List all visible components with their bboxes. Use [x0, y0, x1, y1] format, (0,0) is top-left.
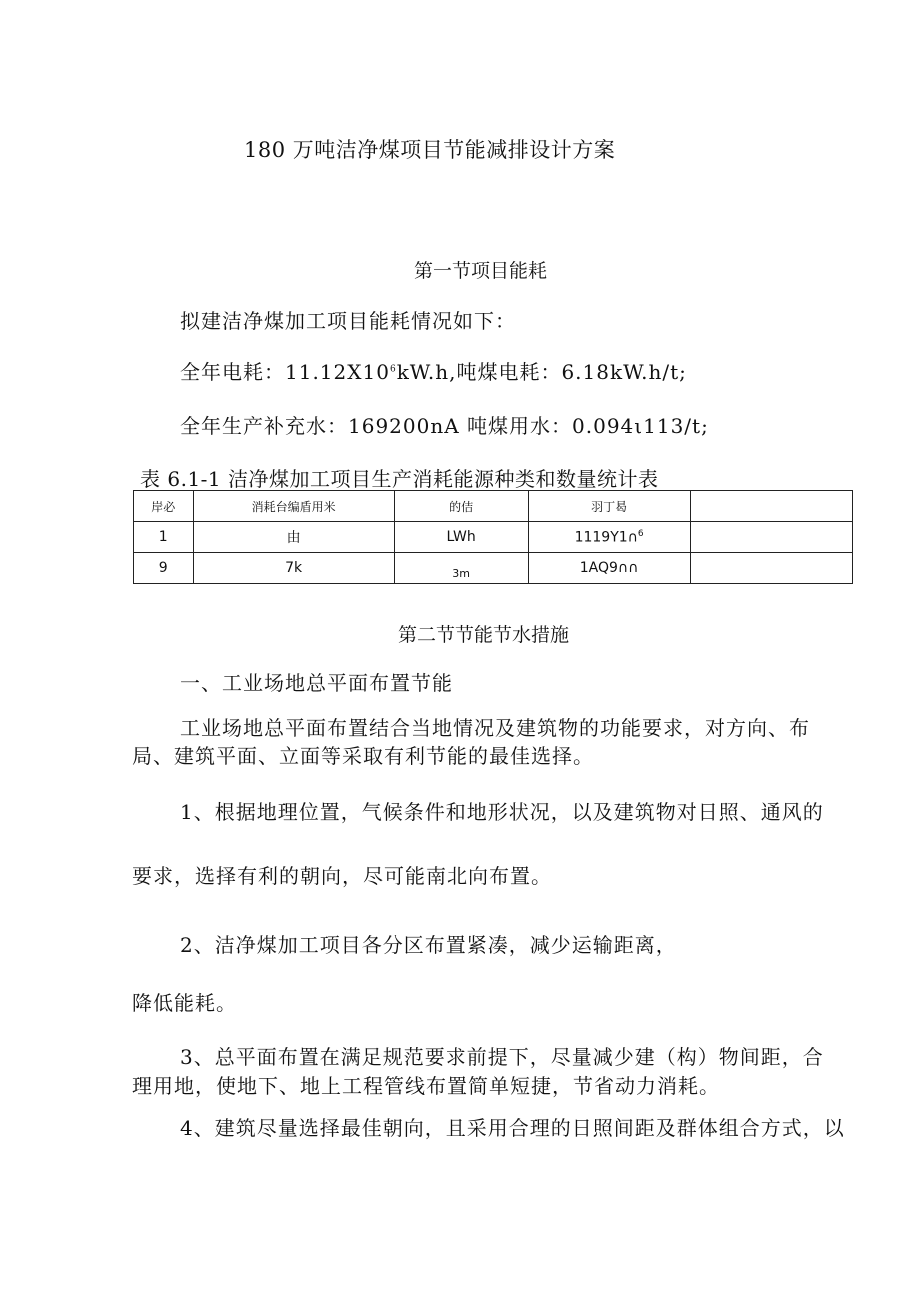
electricity-exponent: 6 — [389, 364, 397, 375]
item2-line: 2、洁净煤加工项目各分区布置紧凑，减少运输距离， — [180, 933, 677, 957]
intro-paragraph: 拟建洁净煤加工项目能耗情况如下： — [180, 309, 516, 333]
cell-name: 由 — [193, 522, 394, 553]
quantity-value: 1119Y1∩ — [574, 529, 638, 546]
table-header-row — [134, 491, 853, 522]
cell-extra — [690, 553, 852, 584]
cell-quantity — [528, 522, 690, 553]
energy-statistics-table — [133, 490, 853, 584]
item3-line: 3、总平面布置在满足规范要求前提下，尽量减少建（构）物间距，合 — [180, 1045, 824, 1069]
cell-no: 9 — [134, 553, 194, 584]
header-cell-extra — [690, 491, 852, 522]
cell-unit — [394, 553, 528, 584]
cell-quantity — [528, 553, 690, 584]
quantity-value: 1AQ9∩∩ — [579, 560, 639, 576]
electricity-prefix: 全年电耗：11.12X10 — [180, 360, 390, 384]
paragraph-line: 局、建筑平面、立面等采取有利节能的最佳选择。 — [132, 744, 594, 768]
item3-line: 理用地，使地下、地上工程管线布置简单短捷，节省动力消耗。 — [132, 1074, 720, 1098]
quantity-exponent: 6 — [637, 528, 644, 539]
electricity-suffix: kW.h,吨煤电耗：6.18kW.h/t; — [396, 360, 687, 384]
subsection1-heading: 一、工业场地总平面布置节能 — [180, 671, 453, 695]
unit-value: 3m — [452, 567, 470, 580]
table-row — [134, 522, 853, 553]
item2-line: 降低能耗。 — [132, 991, 237, 1015]
header-cell-quantity: 羽丁曷 — [528, 491, 690, 522]
item1-line: 要求，选择有利的朝向，尽可能南北向布置。 — [132, 864, 552, 888]
cell-no: 1 — [134, 522, 194, 553]
header-cell-no: 岸必 — [134, 491, 194, 522]
cell-extra — [690, 522, 852, 553]
water-consumption-line: 全年生产补充水：169200nA 吨煤用水：0.094ι113/t; — [180, 414, 709, 438]
paragraph-line: 工业场地总平面布置结合当地情况及建筑物的功能要求，对方向、布 — [180, 716, 810, 740]
table-caption: 表 6.1-1 洁净煤加工项目生产消耗能源种类和数量统计表 — [140, 467, 659, 491]
section1-heading: 第一节项目能耗 — [414, 260, 548, 282]
electricity-consumption-line — [180, 356, 687, 385]
item4-line: 4、建筑尽量选择最佳朝向，且采用合理的日照间距及群体组合方式，以 — [180, 1116, 845, 1140]
header-cell-unit: 的佶 — [394, 491, 528, 522]
document-title: 180 万吨洁净煤项目节能减排设计方案 — [244, 138, 616, 162]
section2-heading: 第二节节能节水措施 — [398, 624, 570, 646]
cell-unit: LWh — [394, 522, 528, 553]
table-row — [134, 553, 853, 584]
header-cell-name: 消耗台编盾用米 — [193, 491, 394, 522]
cell-name: 7k — [193, 553, 394, 584]
item1-line: 1、根据地理位置，气候条件和地形状况，以及建筑物对日照、通风的 — [180, 800, 824, 824]
